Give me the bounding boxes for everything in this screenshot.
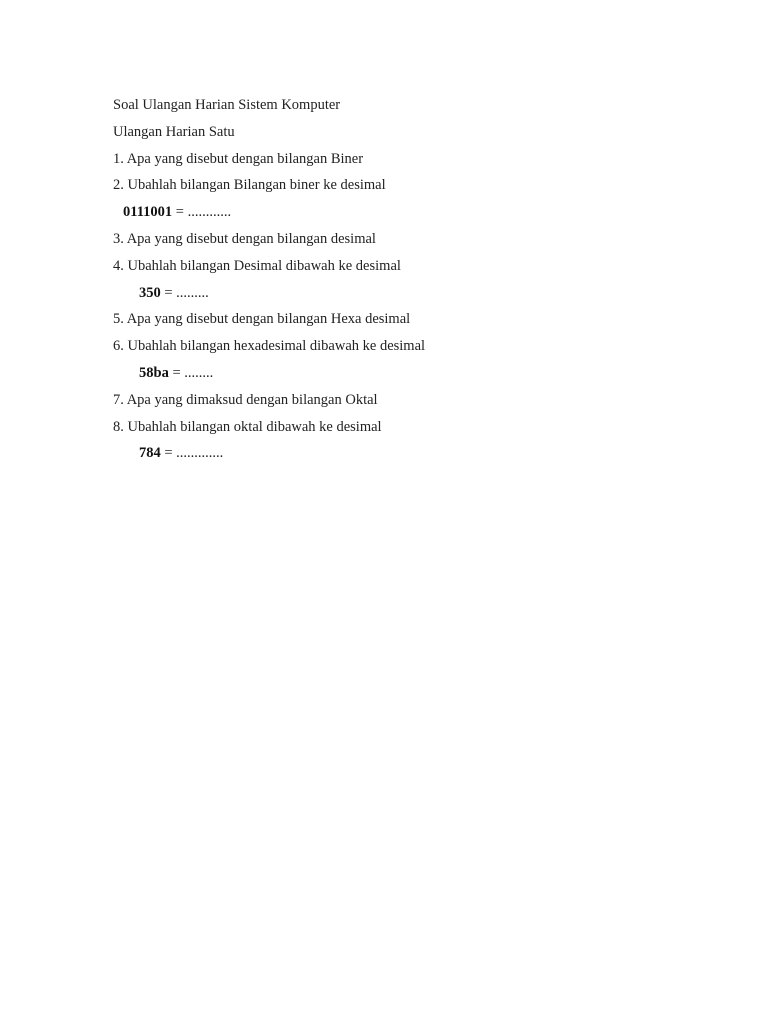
question-5: 5. Apa yang disebut dengan bilangan Hexa desimal <box>113 311 411 328</box>
answer-blank-8: = ............. <box>160 445 224 462</box>
answer-blank-4: = ......... <box>160 284 209 301</box>
answer-value-2: 0111001 <box>123 204 173 221</box>
question-2: 2. Ubahlah bilangan Bilangan biner ke desimal <box>113 177 386 194</box>
question-4: 4. Ubahlah bilangan Desimal dibawah ke desimal <box>113 257 401 274</box>
answer-line-2 <box>113 199 673 226</box>
question-3: 3. Apa yang disebut dengan bilangan desimal <box>113 230 376 247</box>
document-subtitle: Ulangan Harian Satu <box>113 123 235 140</box>
document-title: Soal Ulangan Harian Sistem Komputer <box>113 97 341 113</box>
question-1: 1. Apa yang disebut dengan bilangan Biner <box>113 150 364 167</box>
answer-line-4 <box>113 280 673 307</box>
answer-value-8: 784 <box>139 445 161 462</box>
answer-blank-6: = ........ <box>168 364 214 381</box>
question-8: 8. Ubahlah bilangan oktal dibawah ke desimal <box>113 418 382 435</box>
answer-value-6: 58ba <box>139 364 169 381</box>
document-body <box>113 92 673 467</box>
answer-line-6 <box>113 360 673 387</box>
answer-value-4: 350 <box>139 284 161 301</box>
answer-blank-2: = ............ <box>172 204 232 221</box>
question-7: 7. Apa yang dimaksud dengan bilangan Oktal <box>113 391 378 408</box>
question-6: 6. Ubahlah bilangan hexadesimal dibawah ke desimal <box>113 338 426 355</box>
answer-line-8 <box>113 440 673 467</box>
